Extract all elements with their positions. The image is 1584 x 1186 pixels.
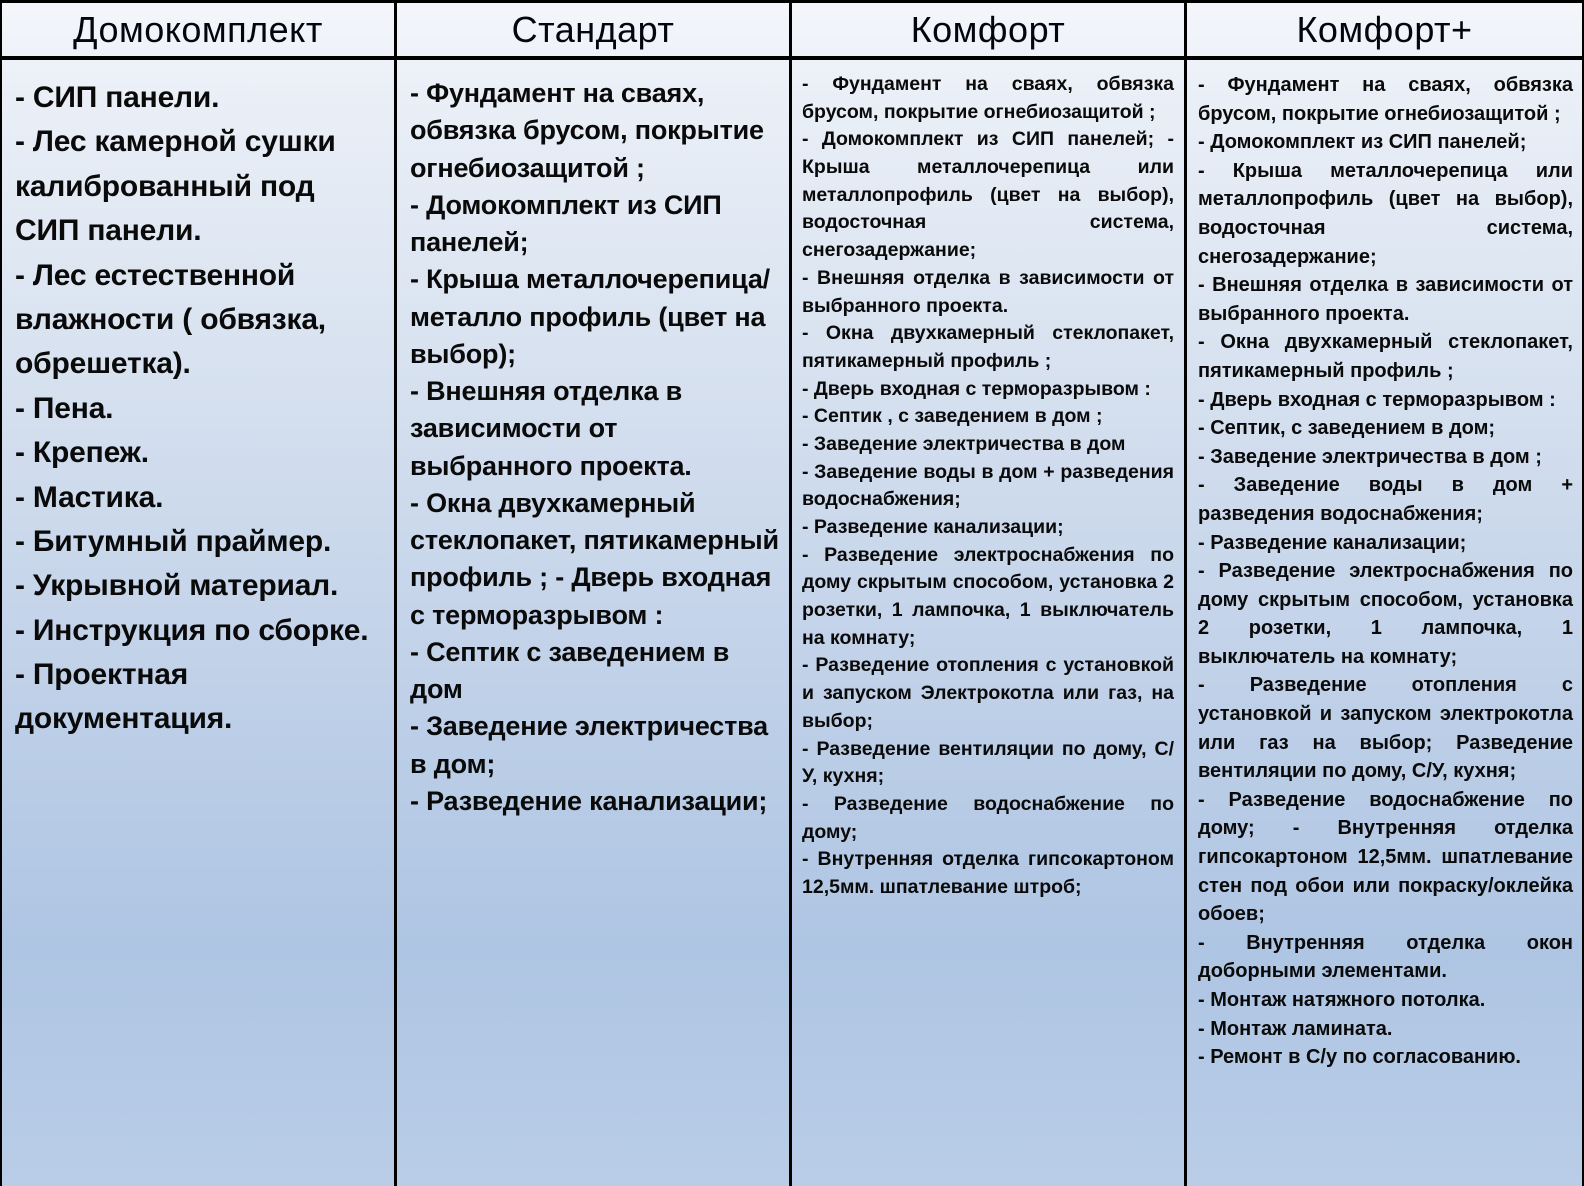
feature-item: - Инструкция по сборке.: [15, 613, 369, 647]
feature-item: - Лес камерной сушки калиброванный под СИП панели.: [15, 125, 336, 248]
feature-item: - Дверь входная с терморазрывом :: [802, 377, 1151, 400]
feature-item: - Мастика.: [15, 480, 164, 514]
feature-item: - Ремонт в С/у по согласованию.: [1198, 1046, 1521, 1069]
feature-item: - Окна двухкамерный стеклопакет, пятикамерный профиль ;: [1198, 331, 1573, 382]
feature-item: - Домокомплект из СИП панелей; - Крыша металлочерепица или металлопрофиль (цвет на выбор), водосточная система, снегозадержание;: [802, 128, 1174, 262]
column-body: [1187, 60, 1582, 1186]
feature-item: - Внешняя отделка в зависимости от выбранного проекта.: [802, 266, 1174, 317]
feature-item: - Фундамент на сваях, обвязка брусом, покрытие огнебиозащитой ;: [1198, 74, 1573, 125]
column-header: [397, 3, 789, 60]
feature-item: - Битумный праймер.: [15, 524, 332, 558]
feature-item: - Домокомплект из СИП панелей;: [1198, 131, 1527, 154]
column-body: [2, 60, 394, 1186]
feature-item: - Окна двухкамерный стеклопакет, пятикамерный профиль ;: [802, 322, 1174, 372]
package-column-2: [397, 3, 792, 1186]
column-body: [397, 60, 789, 1186]
feature-item: - Септик, с заведением в дом;: [1198, 417, 1496, 440]
feature-item: - Крыша металлочерепица или металлопрофиль (цвет на выбор), водосточная система, снегозадержание;: [1198, 159, 1573, 268]
feature-item: - Заведение электричества в дом ;: [1198, 445, 1542, 468]
column-title: Комфорт+: [1296, 8, 1473, 50]
feature-item: - Разведение вентиляции по дому, С/У, кухня;: [802, 737, 1174, 788]
feature-item: - Заведение электричества в дом;: [410, 711, 768, 779]
feature-item: - Разведение водоснабжение по дому;: [802, 792, 1174, 843]
feature-item: - Фундамент на сваях, обвязка брусом, покрытие огнебиозащитой ;: [410, 78, 764, 183]
feature-item: - Монтаж ламината.: [1198, 1017, 1393, 1040]
feature-item: - Разведение канализации;: [410, 785, 768, 816]
feature-item: - Фундамент на сваях, обвязка брусом, покрытие огнебиозащитой ;: [802, 73, 1174, 123]
feature-item: - Разведение отопления с установкой и запуском электрокотла или газ на выбор; Разведение вентиляции по дому, С/У, кухня;: [1198, 674, 1573, 783]
feature-item: - Крепеж.: [15, 436, 149, 470]
feature-item: - Пена.: [15, 391, 114, 425]
package-column-1: [2, 3, 397, 1186]
feature-item: - Септик с заведением в дом: [410, 636, 730, 704]
feature-item: - Внешняя отделка в зависимости от выбранного проекта.: [410, 376, 692, 481]
feature-item: - Лес естественной влажности ( обвязка, обрешетка).: [15, 258, 326, 381]
feature-item: - Окна двухкамерный стеклопакет, пятикамерный профиль ; - Дверь входная с терморазрывом :: [410, 487, 779, 630]
package-column-4: [1187, 3, 1582, 1186]
feature-item: - Домокомплект из СИП панелей;: [410, 189, 722, 257]
column-title: Стандарт: [511, 8, 675, 50]
feature-item: - Заведение воды в дом + разведения водоснабжения;: [802, 460, 1174, 511]
feature-item: - Проектная документация.: [15, 658, 233, 736]
feature-item: - Разведение электроснабжения по дому скрытым способом, установка 2 розетки, 1 лампочка, 1 выключатель на комнату;: [1198, 560, 1573, 668]
feature-item: - Разведение канализации;: [1198, 531, 1467, 554]
feature-item: - Заведение воды в дом + разведения водоснабжения;: [1198, 474, 1573, 525]
column-body: [792, 60, 1184, 1186]
feature-item: - Укрывной материал.: [15, 569, 339, 603]
feature-item: - Разведение электроснабжения по дому скрытым способом, установка 2 розетки, 1 лампочка, 1 выключатель на комнату;: [802, 543, 1174, 649]
column-title: Комфорт: [910, 8, 1066, 50]
feature-item: - Монтаж натяжного потолка.: [1198, 989, 1486, 1011]
feature-item: - Разведение канализации;: [802, 516, 1064, 538]
feature-item: - Внешняя отделка в зависимости от выбранного проекта.: [1198, 274, 1573, 325]
feature-item: - Дверь входная с терморазрывом :: [1198, 388, 1556, 411]
feature-item: - Крыша металлочерепица/металло профиль (цвет на выбор);: [410, 264, 770, 369]
feature-item: - Разведение водоснабжение по дому; - Внутренняя отделка гипсокартоном 12,5мм. шпатлевание стен под обои или покраску/оклейка обоев;: [1198, 788, 1573, 926]
feature-item: - Разведение отопления с установкой и запуском Электрокотла или газ, на выбор;: [802, 654, 1174, 732]
column-header: [2, 3, 394, 60]
feature-item: - Внутренняя отделка окон доборными элементами.: [1198, 931, 1573, 983]
feature-item: - СИП панели.: [15, 81, 220, 114]
feature-item: - Внутренняя отделка гипсокартоном 12,5мм. шпатлевание штроб;: [802, 848, 1174, 898]
feature-item: - Септик , с заведением в дом ;: [802, 405, 1103, 428]
column-header: [792, 3, 1184, 60]
package-column-3: [792, 3, 1187, 1186]
feature-item: - Заведение электричества в дом: [802, 432, 1126, 455]
column-title: Домокомплект: [73, 8, 323, 50]
column-header: [1187, 3, 1582, 60]
